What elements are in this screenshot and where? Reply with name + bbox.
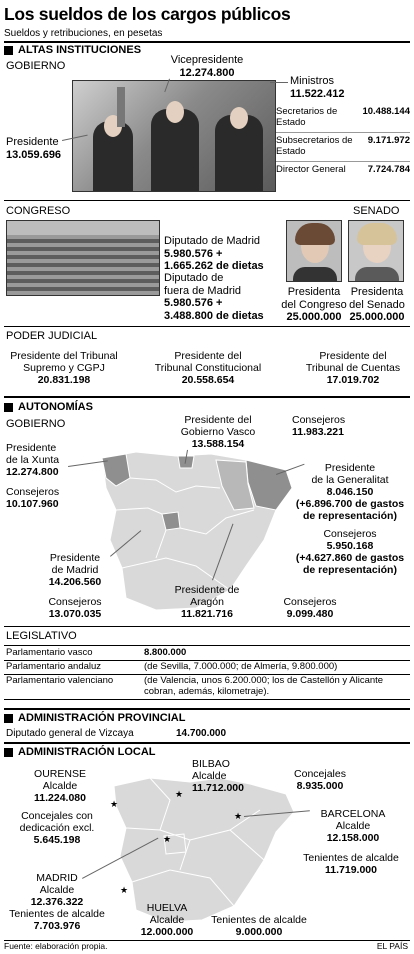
section-local: ADMINISTRACIÓN LOCAL — [4, 746, 156, 759]
autonomias-gobierno-label: GOBIERNO — [6, 418, 66, 430]
section-autonomias: AUTONOMÍAS — [4, 401, 93, 414]
bilbao-star-icon: ★ — [175, 789, 184, 799]
bilbao-concejales-block: Concejales 8.935.000 — [294, 768, 346, 793]
xunta-block: Presidente de la Xunta 12.274.800 — [6, 442, 60, 479]
page-subtitle: Sueldos y retribuciones, en pesetas — [4, 28, 163, 39]
presidenta-senado-block: Presidenta del Senado 25.000.000 — [349, 286, 405, 324]
table-row: Parlamentario vasco 8.800.000 — [4, 647, 410, 660]
source-note: Fuente: elaboración propia. — [4, 941, 108, 951]
judicial-heading: PODER JUDICIAL — [6, 330, 98, 342]
senado-heading: SENADO — [353, 205, 400, 217]
huelva-star-icon: ★ — [120, 885, 129, 895]
bullet-square-icon — [4, 748, 13, 757]
diputado-madrid-block: Diputado de Madrid 5.980.576 + 1.665.262 de dietas — [164, 235, 264, 273]
madrid-star-icon: ★ — [163, 834, 172, 844]
tribunal-cuentas-block: Presidente del Tribunal de Cuentas 17.019.702 — [305, 350, 401, 387]
bullet-square-icon — [4, 714, 13, 723]
consejeros-galicia-block: Consejeros 10.107.960 — [6, 486, 60, 511]
bilbao-block: BILBAO Alcalde 11.712.000 — [192, 758, 244, 795]
presidente-madrid-block: Presidente de Madrid 14.206.560 — [48, 552, 102, 589]
altas-table — [276, 104, 410, 179]
diputado-vizcaya-label: Diputado general de Vizcaya — [6, 728, 134, 739]
huelva-block: HUELVA Alcalde 12.000.000 — [140, 902, 194, 939]
generalitat-block: Presidente de la Generalitat 8.046.150 (+6.896.700 de gastos de representación) — [295, 462, 405, 523]
presidenta-congreso-photo — [286, 220, 342, 282]
barcelona-star-icon: ★ — [234, 811, 243, 821]
legislativo-heading: LEGISLATIVO — [6, 630, 77, 642]
section-provincial: ADMINISTRACIÓN PROVINCIAL — [4, 712, 185, 725]
barcelona-block: BARCELONA Alcalde 12.158.000 — [320, 808, 386, 845]
presidente-block: Presidente 13.059.696 — [6, 136, 62, 161]
ourense-star-icon: ★ — [110, 799, 119, 809]
bullet-square-icon — [4, 46, 13, 55]
table-row: Secretarios de Estado 10.488.144 — [276, 104, 410, 133]
ourense-concejales-block: Concejales con dedicación excl. 5.645.198 — [19, 810, 95, 847]
consejeros-vasco-block: Consejeros 11.983.221 — [292, 414, 346, 439]
huelva-tenientes-block: Tenientes de alcalde 9.000.000 — [211, 914, 307, 939]
gobierno-vasco-block: Presidente del Gobierno Vasco 13.588.154 — [180, 414, 256, 451]
presidente-aragon-block: Presidente de Aragón 11.821.716 — [174, 584, 240, 621]
table-row: Parlamentario valenciano (de Valencia, unos 6.200.000; los de Castellón y Alicante cobran, además, kilometraje). — [4, 674, 410, 699]
page-title: Los sueldos de los cargos públicos — [4, 4, 291, 24]
brand-logo: EL PAÍS — [376, 941, 408, 951]
congreso-heading: CONGRESO — [6, 205, 71, 217]
gobierno-label: GOBIERNO — [6, 60, 66, 72]
ourense-block: OURENSE Alcalde 11.224.080 — [34, 768, 86, 805]
diputado-fuera-block: Diputado de fuera de Madrid 5.980.576 + 3.488.800 de dietas — [164, 272, 264, 322]
table-row: Parlamentario andaluz (de Sevilla, 7.000.000; de Almería, 9.800.000) — [4, 660, 410, 674]
presidenta-senado-photo — [348, 220, 404, 282]
ministros-block: Ministros 11.522.412 — [290, 75, 345, 100]
madrid-local-block: MADRID Alcalde 12.376.322 Tenientes de alcalde 7.703.976 — [9, 872, 105, 933]
tribunal-constitucional-block: Presidente del Tribunal Constitucional 20.558.654 — [154, 350, 262, 387]
table-row: Subsecretarios de Estado 9.171.972 — [276, 133, 410, 162]
government-photo — [72, 80, 276, 192]
table-row: Director General 7.724.784 — [276, 163, 410, 175]
bullet-square-icon — [4, 403, 13, 412]
congress-chamber-photo — [6, 220, 160, 296]
tribunal-supremo-block: Presidente del Tribunal Supremo y CGPJ 20.831.198 — [10, 350, 118, 387]
diputado-vizcaya-value: 14.700.000 — [176, 728, 227, 739]
section-altas: ALTAS INSTITUCIONES — [4, 44, 141, 57]
vicepresidente-block: Vicepresidente 12.274.800 — [170, 54, 244, 79]
consejeros-aragon-block: Consejeros 9.099.480 — [283, 596, 337, 621]
presidenta-congreso-block: Presidenta del Congreso 25.000.000 — [281, 286, 347, 324]
consejeros-madrid-block: Consejeros 13.070.035 — [48, 596, 102, 621]
consejeros-cataluna-block: Consejeros 5.950.168 (+4.627.860 de gastos de representación) — [295, 528, 405, 577]
legislativo-table — [4, 647, 410, 700]
barcelona-tenientes-block: Tenientes de alcalde 11.719.000 — [303, 852, 399, 877]
